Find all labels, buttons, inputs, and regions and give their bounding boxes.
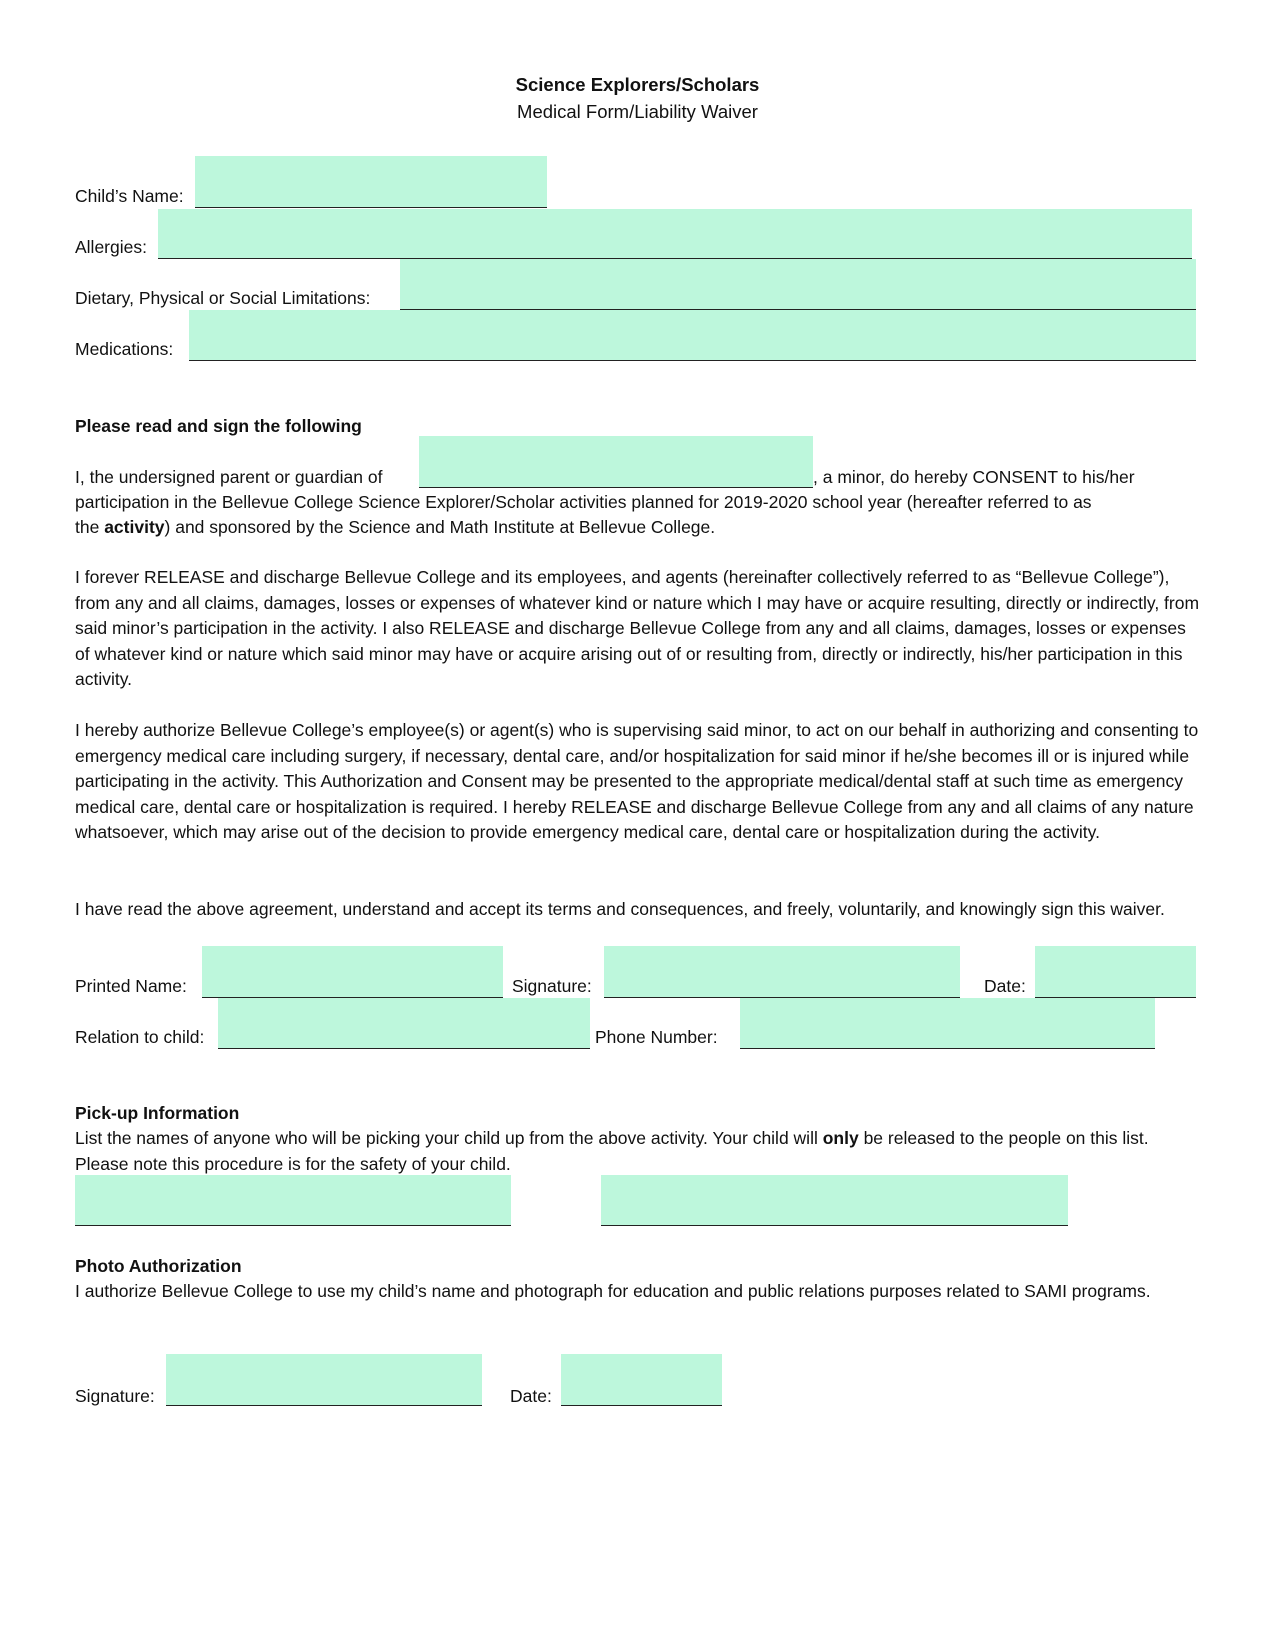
consent-intro-after: , a minor, do hereby CONSENT to his/her xyxy=(813,467,1135,487)
limitations-field[interactable] xyxy=(400,259,1196,310)
consent-intro-before: I, the undersigned parent or guardian of xyxy=(75,467,383,487)
medications-label: Medications: xyxy=(75,339,174,359)
photo-date-label: Date: xyxy=(510,1386,552,1406)
photo-signature-label: Signature: xyxy=(75,1386,155,1406)
form-subtitle: Medical Form/Liability Waiver xyxy=(517,101,758,122)
photo-heading: Photo Authorization xyxy=(75,1256,242,1276)
minor-name-field[interactable] xyxy=(419,436,813,488)
agreement-paragraph: I have read the above agreement, understand and accept its terms and consequences, and freely, voluntarily, and knowingly sign this waiver. xyxy=(75,899,1165,919)
printed-name-field[interactable] xyxy=(202,946,503,998)
consent-line-2: participation in the Bellevue College Science Explorer/Scholar activities planned for 2019-2020 school year (hereafter referred to as xyxy=(75,492,1092,512)
pickup-text: List the names of anyone who will be picking your child up from the above activity. Your child will only be released to the people on this list. Please note this procedure is for the safety of your child. xyxy=(75,1128,1149,1174)
medications-field[interactable] xyxy=(189,310,1196,361)
form-title: Science Explorers/Scholars xyxy=(515,74,760,95)
photo-date-field[interactable] xyxy=(561,1354,722,1406)
signature-field[interactable] xyxy=(604,946,960,998)
photo-signature-field[interactable] xyxy=(166,1354,482,1406)
printed-name-label: Printed Name: xyxy=(75,976,187,996)
child-name-label: Child’s Name: xyxy=(75,186,184,206)
consent-line-3: the activity) and sponsored by the Science and Math Institute at Bellevue College. xyxy=(75,517,716,537)
photo-text: I authorize Bellevue College to use my child’s name and photograph for education and public relations purposes related to SAMI programs. xyxy=(75,1281,1151,1301)
limitations-label: Dietary, Physical or Social Limitations: xyxy=(75,288,371,308)
date-field[interactable] xyxy=(1035,946,1196,998)
allergies-field[interactable] xyxy=(158,209,1192,259)
date-label: Date: xyxy=(984,976,1026,996)
pickup-heading: Pick-up Information xyxy=(75,1103,240,1123)
signature-label: Signature: xyxy=(512,976,592,996)
release-paragraph: I forever RELEASE and discharge Bellevue College and its employees, and agents (hereinafter collectively referred to as “Bellevue College”), from any and all claims, damages, losses or expenses of whatever kind or nature which I may have or acquire resulting, directly or indirectly, from said minor’s participation in the activity. I also RELEASE and discharge Bellevue College from any and all claims, damages, losses or expenses of whatever kind or nature which said minor may have or acquire arising out of or resulting from, directly or indirectly, his/her participation in this activity. xyxy=(75,567,1200,689)
phone-field[interactable] xyxy=(740,998,1155,1049)
phone-label: Phone Number: xyxy=(595,1027,718,1047)
child-name-field[interactable] xyxy=(195,156,547,208)
pickup-name-field-2[interactable] xyxy=(601,1175,1068,1226)
authorize-paragraph: I hereby authorize Bellevue College’s employee(s) or agent(s) who is supervising said minor, to act on our behalf in authorizing and consenting to emergency medical care including surgery, if necessary, dental care, and/or hospitalization for said minor if he/she becomes ill or is injured while participating in the activity. This Authorization and Consent may be presented to the appropriate medical/dental staff at such time as emergency medical care, dental care or hospitalization is required. I hereby RELEASE and discharge Bellevue College from any and all claims of any nature whatsoever, which may arise out of the decision to provide emergency medical care, dental care or hospitalization during the activity. xyxy=(75,720,1199,842)
consent-heading: Please read and sign the following xyxy=(75,416,362,436)
allergies-label: Allergies: xyxy=(75,237,147,257)
pickup-name-field-1[interactable] xyxy=(75,1175,511,1226)
relation-label: Relation to child: xyxy=(75,1027,205,1047)
relation-field[interactable] xyxy=(218,998,590,1049)
